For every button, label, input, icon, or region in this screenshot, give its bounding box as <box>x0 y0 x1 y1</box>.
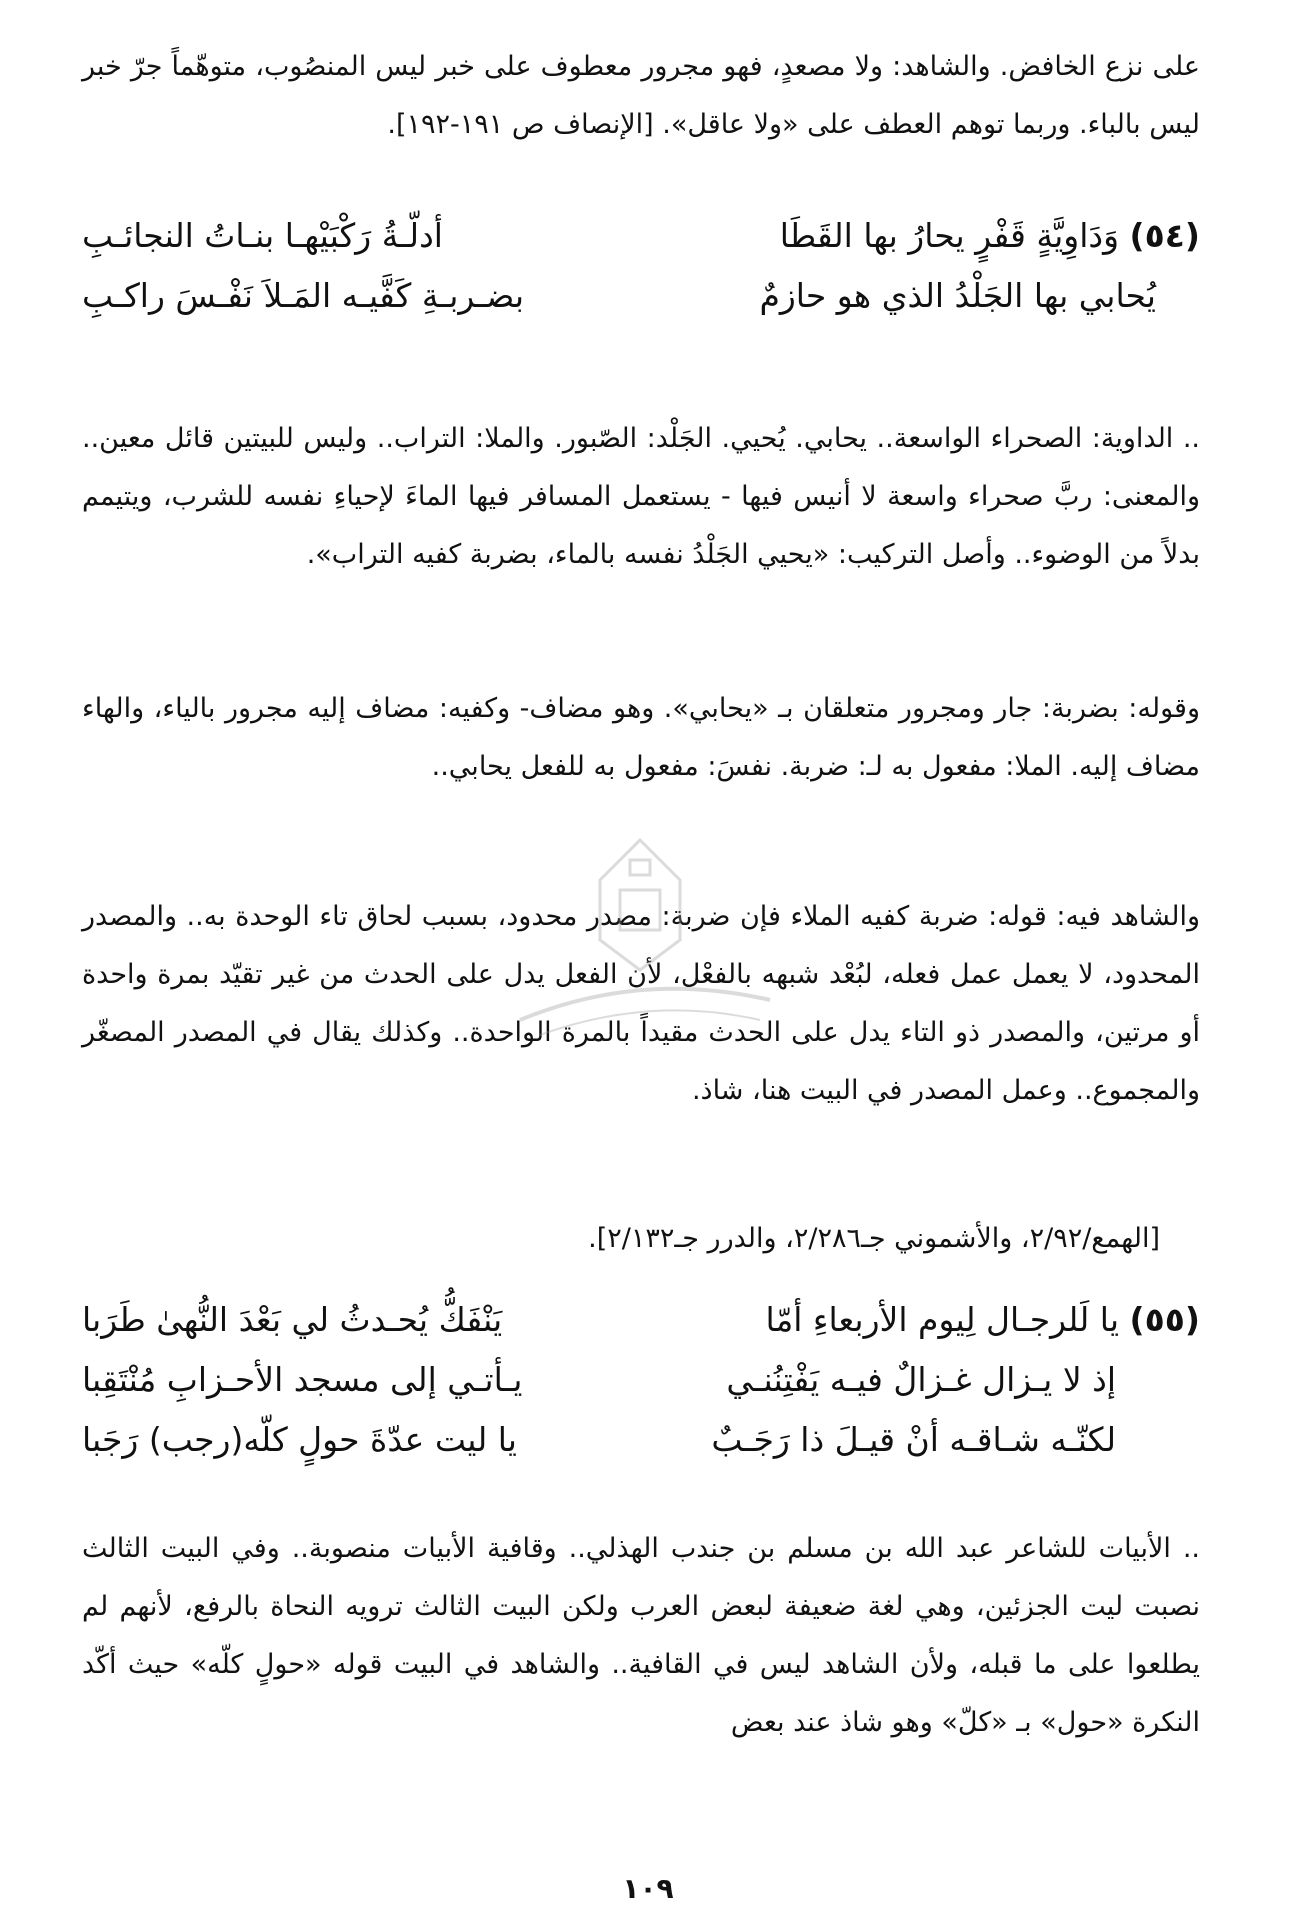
verse-55 <box>82 1290 1200 1470</box>
verse-55-line-1-second-hemistich: يَنْفَكُّ يُحـدثُ لي بَعْدَ النُّهىٰ طَرَبا <box>82 1300 503 1339</box>
verse-55-line-1 <box>82 1290 1200 1350</box>
intro-text: على نزع الخافض. والشاهد: ولا مصعدٍ، فهو مجرور معطوف على خبر ليس المنصُوب، متوهّماً جرّ خبر ليس بالباء. وربما توهم العطف على «ولا عاقل». [الإنصاف ص ١٩١-١٩٢]. <box>82 51 1200 140</box>
verse-55-line-2-second-hemistich: يـأتـي إلى مسجد الأحـزابِ مُنْتَقِبا <box>82 1360 523 1399</box>
verse-54-line-1 <box>82 206 1200 266</box>
verse-54-line-2-second-hemistich: بضـربـةِ كَفَّيـه المَـلاَ نَفْـسَ راكـبِ <box>82 276 525 315</box>
paragraph-1-text: .. الداوية: الصحراء الواسعة.. يحابي. يُحيي. الجَلْد: الصّبور. والملا: التراب.. وليس للبيتين قائل معين.. والمعنى: ربَّ صحراء واسعة لا أنيس فيها - يستعمل المسافر فيها الماءَ لإحياءِ نفسه للشرب، ويتيمم بدلاً من الوضوء.. وأصل التركيب: «يحيي الجَلْدُ نفسه بالماء، بضربة كفيه التراب». <box>82 423 1200 570</box>
library-seal-icon <box>480 820 800 1100</box>
page-number: ١٠٩ <box>622 1872 674 1905</box>
explanation-paragraph-4 <box>82 1520 1200 1752</box>
verse-54-line-1-first-hemistich <box>610 206 1200 266</box>
reference-line: [الهمع/٢/٩٢، والأشموني جـ٢/٢٨٦، والدرر جـ٢/١٣٢]. <box>588 1223 1160 1254</box>
paragraph-4-text: .. الأبيات للشاعر عبد الله بن مسلم بن جندب الهذلي.. وقافية الأبيات منصوبة.. وفي البيت الثالث نصبت ليت الجزئين، وهي لغة ضعيفة لبعض العرب ولكن البيت الثالث ترويه النحاة بالرفع، لأنهم لم يطلعوا على ما قبله، ولأن الشاهد ليس في القافية.. والشاهد في البيت قوله «حولٍ كلّه» حيث أكّد النكرة «حول» بـ «كلّ» وهو شاذ عند بعض <box>82 1533 1200 1738</box>
verse-55-line-1-first-text: يا لَلرجـال لِيوم الأربعاءِ أمّا <box>765 1300 1120 1339</box>
verse-55-line-1-first-hemistich <box>610 1290 1200 1350</box>
intro-paragraph <box>82 38 1200 154</box>
verse-54-number: (٥٤) <box>1129 216 1200 255</box>
explanation-paragraph-2 <box>82 680 1200 796</box>
verse-54-line-1-first-text: وَدَاوِيَّةٍ قَفْرٍ يحارُ بها القَطَا <box>779 216 1120 255</box>
verse-55-line-3-second-hemistich: يا ليت عدّةَ حولٍ كلّه(رجب) رَجَبا <box>82 1420 517 1459</box>
verse-54-line-2 <box>82 266 1200 326</box>
paragraph-3-text: والشاهد فيه: قوله: ضربة كفيه الملاء فإن ضربة: مصدر محدود، بسبب لحاق تاء الوحدة به.. والمصدر المحدود، لا يعمل عمل فعله، لبُعْد شبهه بالفعْل، لأن الفعل يدل على الحدث من غير تقيّد بمرة واحدة أو مرتين، والمصدر ذو التاء يدل على الحدث مقيداً بالمرة الواحدة.. وكذلك يقال في المصدر المصغّر والمجموع.. وعمل المصدر في البيت هنا، شاذ. <box>82 901 1200 1106</box>
verse-55-line-3 <box>82 1410 1200 1470</box>
verse-55-line-3-first-hemistich: لكنّـه شـاقـه أنْ قيـلَ ذا رَجَـبٌ <box>711 1420 1116 1459</box>
verse-54-line-2-first-hemistich: يُحابي بها الجَلْدُ الذي هو حازمٌ <box>759 276 1156 315</box>
explanation-paragraph-1 <box>82 410 1200 584</box>
paragraph-2-text: وقوله: بضربة: جار ومجرور متعلقان بـ «يحابي». وهو مضاف- وكفيه: مضاف إليه مجرور بالياء، والهاء مضاف إليه. الملا: مفعول به لـ: ضربة. نفسَ: مفعول به للفعل يحابي.. <box>82 693 1200 782</box>
verse-55-line-2 <box>82 1350 1200 1410</box>
verse-55-line-2-first-hemistich: إذ لا يـزال غـزالٌ فيـه يَفْتِنُنـي <box>726 1360 1116 1399</box>
verse-54-line-1-second-hemistich: أدلّـةُ رَكْبَيْهـا بنـاتُ النجائـبِ <box>82 216 443 255</box>
verse-55-number: (٥٥) <box>1129 1300 1200 1339</box>
verse-54 <box>82 206 1200 326</box>
